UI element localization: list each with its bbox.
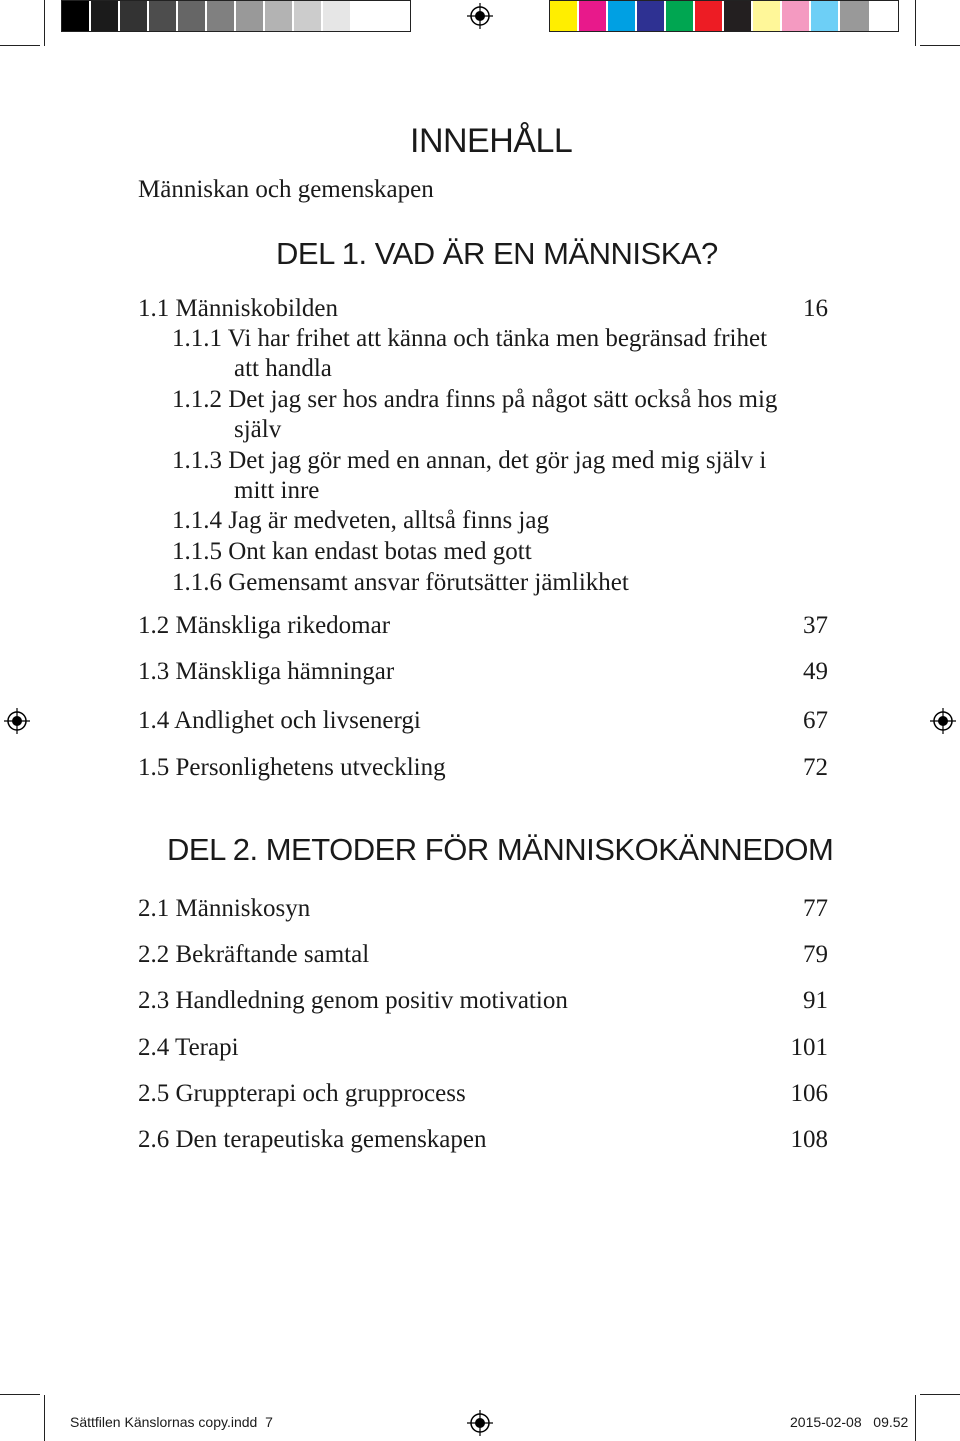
toc-entry-label: 2.4 Terapi: [138, 1034, 239, 1061]
toc-entry: [138, 611, 828, 641]
process-color-swatch: [811, 1, 840, 31]
toc-entry: [138, 1079, 828, 1109]
slug-filename: [70, 1414, 273, 1430]
toc-subentry-line: 1.1.2 Det jag ser hos andra finns på något sätt också hos mig: [172, 386, 778, 413]
grayscale-swatch: [91, 1, 120, 31]
toc-subentry-continuation: själv: [234, 416, 282, 443]
slug-file: Sättfilen Känslornas copy.indd: [70, 1414, 258, 1430]
crop-mark-top-left-h: [0, 45, 40, 46]
crop-mark-top-right-h: [920, 45, 960, 46]
toc-entry: [138, 753, 828, 783]
toc-entry-label: 1.3 Mänskliga hämningar: [138, 658, 395, 685]
toc-subentry: [172, 385, 777, 445]
process-color-bar: [549, 0, 899, 32]
toc-entry: [138, 1125, 828, 1155]
toc-entry-page: 16: [803, 295, 828, 322]
slug-timestamp: [790, 1414, 908, 1430]
toc-entry-page: 91: [803, 987, 828, 1014]
grayscale-color-bar: [61, 0, 411, 32]
toc-entry-label: 2.6 Den terapeutiska gemenskapen: [138, 1126, 487, 1153]
toc-entry-page: 72: [803, 754, 828, 781]
toc-subentry-line: 1.1.6 Gemensamt ansvar förutsätter jämlikhet: [172, 569, 629, 596]
crop-mark-top-left-v: [44, 0, 45, 46]
toc-entry-page: 77: [803, 895, 828, 922]
grayscale-swatch: [178, 1, 207, 31]
page-title: INNEHÅLL: [410, 122, 573, 160]
process-color-swatch: [608, 1, 637, 31]
grayscale-swatch: [207, 1, 236, 31]
crop-mark-bottom-left-h: [0, 1394, 40, 1395]
toc-entry-page: 67: [803, 707, 828, 734]
toc-entry-page: 106: [790, 1080, 828, 1107]
toc-entry-page: 101: [790, 1034, 828, 1061]
part-1-heading: DEL 1. VAD ÄR EN MÄNNISKA?: [276, 236, 718, 271]
toc-entry-label: 2.2 Bekräftande samtal: [138, 941, 370, 968]
crop-mark-bottom-right-v: [915, 1395, 916, 1441]
toc-subentry-line: 1.1.4 Jag är medveten, alltså finns jag: [172, 507, 549, 534]
crop-mark-bottom-left-v: [44, 1395, 45, 1441]
registration-mark-icon: [930, 708, 956, 734]
toc-subentry-line: 1.1.5 Ont kan endast botas med gott: [172, 538, 532, 565]
process-color-swatch: [637, 1, 666, 31]
part-2-heading: DEL 2. METODER FÖR MÄNNISKOKÄNNEDOM: [167, 832, 834, 867]
toc-subentry-line: 1.1.3 Det jag gör med en annan, det gör jag med mig själv i: [172, 447, 767, 474]
toc-subentry: [172, 568, 629, 598]
registration-mark-icon: [4, 708, 30, 734]
toc-entry-label: 2.1 Människosyn: [138, 895, 311, 922]
toc-entry-page: 37: [803, 612, 828, 639]
process-color-swatch: [782, 1, 811, 31]
process-color-swatch: [666, 1, 695, 31]
toc-entry-page: 49: [803, 658, 828, 685]
toc-subentry: [172, 537, 532, 567]
toc-subentry: [172, 506, 549, 536]
toc-entry-page: 79: [803, 941, 828, 968]
slug-page-number: 7: [265, 1414, 273, 1430]
toc-subentry: [172, 324, 767, 384]
process-color-swatch: [840, 1, 869, 31]
toc-entry-label: 1.5 Personlighetens utveckling: [138, 754, 446, 781]
grayscale-swatch: [149, 1, 178, 31]
registration-mark-icon: [467, 3, 493, 29]
toc-subentry: [172, 446, 766, 506]
grayscale-swatch: [294, 1, 323, 31]
toc-entry-label: 1.2 Mänskliga rikedomar: [138, 612, 391, 639]
crop-mark-top-right-v: [915, 0, 916, 46]
crop-mark-bottom-right-h: [920, 1394, 960, 1395]
toc-entry: [138, 894, 828, 924]
toc-subentry-continuation: mitt inre: [234, 477, 320, 504]
toc-entry: [138, 986, 828, 1016]
toc-entry-label: 1.1 Människobilden: [138, 295, 338, 322]
toc-entry: [138, 940, 828, 970]
process-color-swatch: [695, 1, 724, 31]
grayscale-swatch: [120, 1, 149, 31]
toc-entry-label: 1.4 Andlighet och livsenergi: [138, 707, 421, 734]
slug-date: 2015-02-08: [790, 1414, 862, 1430]
slug-time: 09.52: [873, 1414, 909, 1430]
process-color-swatch: [579, 1, 608, 31]
toc-entry: [138, 294, 828, 324]
grayscale-swatch: [323, 1, 352, 31]
process-color-swatch: [753, 1, 782, 31]
toc-entry: [138, 657, 828, 687]
toc-subentry-line: 1.1.1 Vi har frihet att känna och tänka men begränsad frihet: [172, 325, 768, 352]
toc-entry-page: 108: [790, 1126, 828, 1153]
registration-mark-icon: [467, 1410, 493, 1436]
toc-entry: [138, 1033, 828, 1063]
toc-entry-label: 2.3 Handledning genom positiv motivation: [138, 987, 568, 1014]
grayscale-swatch: [352, 1, 381, 31]
grayscale-swatch: [236, 1, 265, 31]
grayscale-swatch: [62, 1, 91, 31]
grayscale-swatch: [265, 1, 294, 31]
toc-entry-label: 2.5 Gruppterapi och grupprocess: [138, 1080, 466, 1107]
toc-subentry-continuation: att handla: [234, 355, 332, 382]
toc-entry: [138, 706, 828, 736]
process-color-swatch: [550, 1, 579, 31]
book-subtitle: Människan och gemenskapen: [138, 176, 434, 203]
process-color-swatch: [724, 1, 753, 31]
